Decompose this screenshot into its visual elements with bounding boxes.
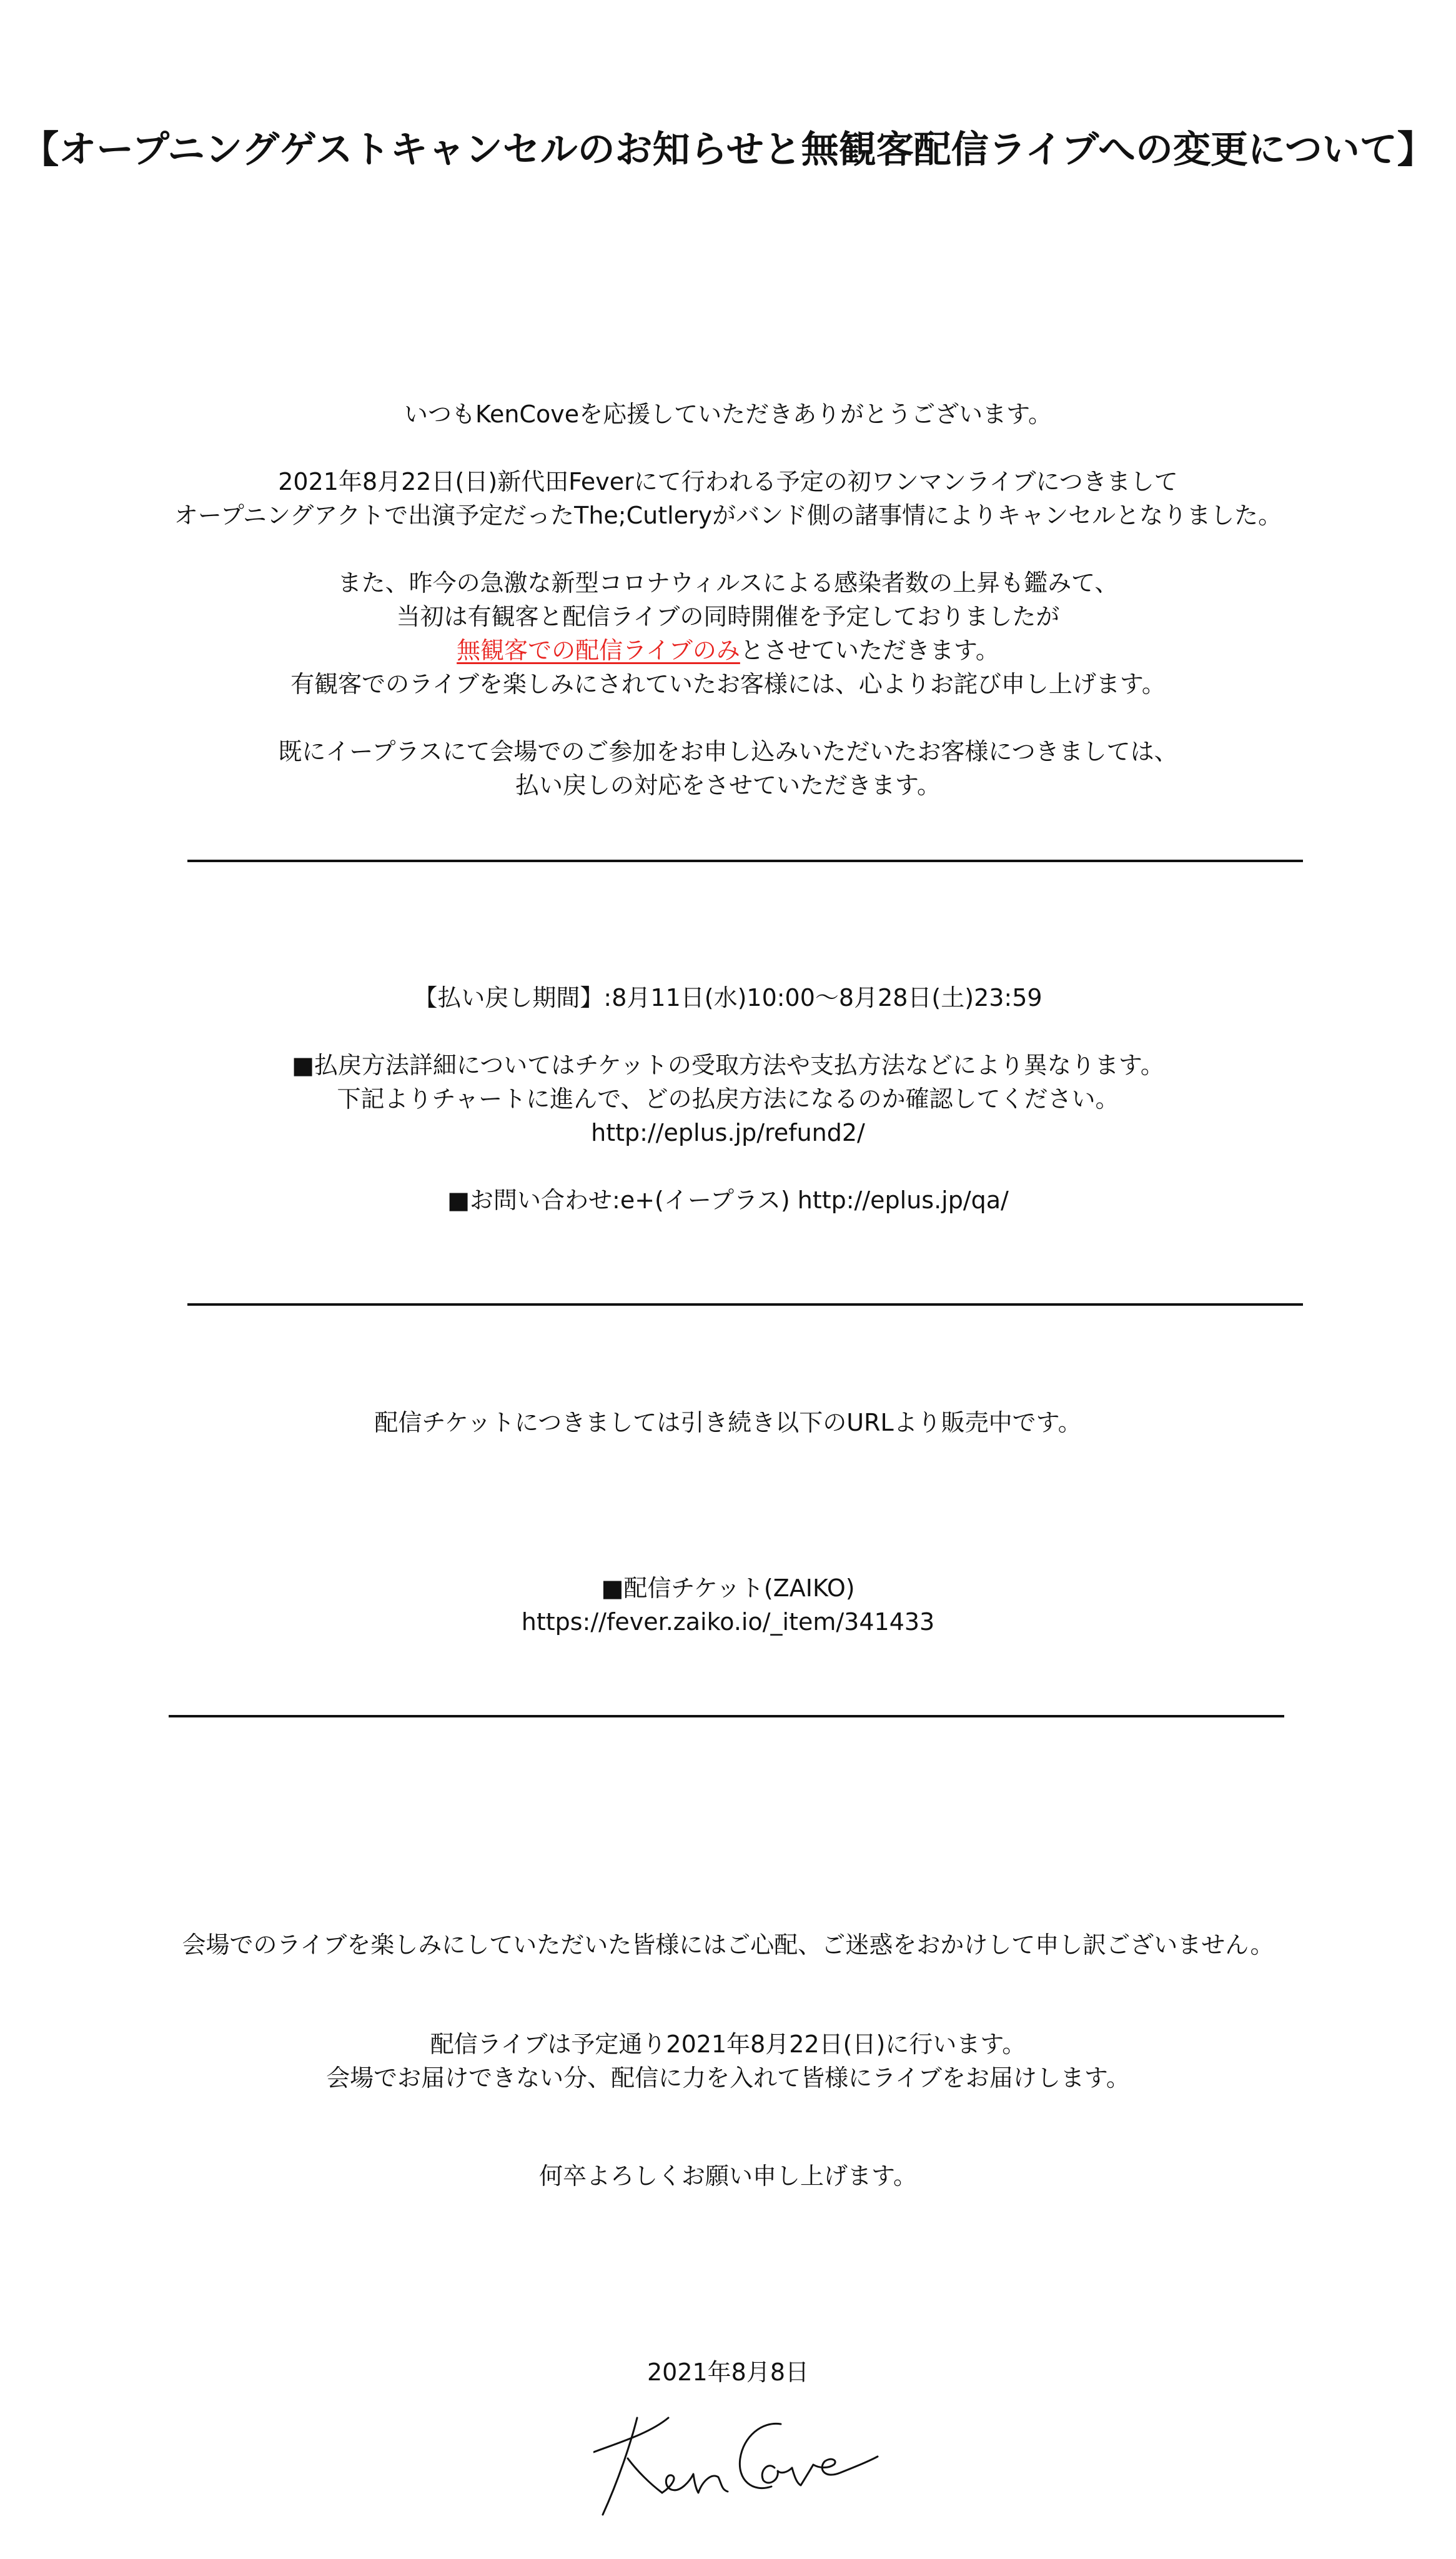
refund-method-1: ■払戻方法詳細についてはチケットの受取方法や支払方法などにより異なります。 xyxy=(292,1051,1164,1079)
date-section xyxy=(0,2355,1456,2389)
cancel-text-2: オープニングアクトで出演予定だったThe;Cutleryがバンド側の諸事情によりキャンセルとなりました。 xyxy=(174,502,1282,529)
covid-text-3 xyxy=(0,634,1456,667)
signature-stroke-k1 xyxy=(603,2418,637,2515)
page-title: 【オープニングゲストキャンセルのお知らせと無観客配信ライブへの変更について】 xyxy=(21,128,1435,172)
refund-url-link[interactable]: http://eplus.jp/refund2/ xyxy=(591,1119,865,1146)
covid-text-4: 有観客でのライブを楽しみにされていたお客様には、心よりお詫び申し上げます。 xyxy=(290,670,1166,698)
signature-stroke-ove xyxy=(762,2457,878,2485)
greeting-text: いつもKenCoveを応援していただきありがとうございます。 xyxy=(404,400,1052,428)
signature-stroke-k2 xyxy=(593,2418,668,2452)
covid-text-3-rest: とさせていただきます。 xyxy=(740,637,999,664)
ticket-url-link[interactable]: https://fever.zaiko.io/_item/341433 xyxy=(521,1608,935,1636)
contact-text[interactable]: ■お問い合わせ:e+(イープラス) http://eplus.jp/qa/ xyxy=(447,1186,1009,1214)
date-text: 2021年8月8日 xyxy=(646,2358,810,2386)
streaming-notice: 配信チケットにつきましては引き続き以下のURLより販売中です。 xyxy=(374,1409,1082,1436)
apology-section xyxy=(0,1928,1456,1962)
signature-image xyxy=(593,2399,881,2524)
regards-section xyxy=(0,2159,1456,2193)
streaming-notice-section xyxy=(0,1406,1456,1439)
divider-2 xyxy=(187,1303,1303,1306)
intro-section xyxy=(0,397,1456,802)
regards-text: 何卒よろしくお願い申し上げます。 xyxy=(539,2162,917,2190)
refund-period: 【払い戻し期間】:8月11日(水)10:00〜8月28日(土)23:59 xyxy=(414,984,1042,1011)
schedule-text-1: 配信ライブは予定通り2021年8月22日(日)に行います。 xyxy=(430,2030,1026,2058)
refund-section xyxy=(0,981,1456,1217)
cancel-text-1: 2021年8月22日(日)新代田Feverにて行われる予定の初ワンマンライブにつきまして xyxy=(278,468,1178,495)
covid-text-1: また、昨今の急激な新型コロナウィルスによる感染者数の上昇も鑑みて、 xyxy=(337,569,1119,597)
schedule-section xyxy=(0,2027,1456,2095)
signature-stroke-c xyxy=(740,2423,781,2488)
streaming-ticket-section xyxy=(0,1571,1456,1639)
refund-text-1: 既にイープラスにて会場でのご参加をお申し込みいただいたお客様につきましては、 xyxy=(278,738,1178,765)
signature-stroke-en xyxy=(662,2474,728,2493)
divider-1 xyxy=(187,860,1303,862)
apology-text: 会場でのライブを楽しみにしていただいた皆様にはご心配、ご迷惑をおかけして申し訳ございません。 xyxy=(182,1931,1274,1959)
signature-stroke-k3 xyxy=(628,2458,662,2493)
refund-method-2: 下記よりチャートに進んで、どの払戻方法になるのか確認してください。 xyxy=(337,1085,1119,1113)
schedule-text-2: 会場でお届けできない分、配信に力を入れて皆様にライブをお届けします。 xyxy=(326,2064,1130,2092)
refund-text-2: 払い戻しの対応をさせていただきます。 xyxy=(515,772,941,799)
divider-3 xyxy=(169,1715,1284,1717)
ticket-label: ■配信チケット(ZAIKO) xyxy=(601,1574,855,1602)
covid-text-2: 当初は有観客と配信ライブの同時開催を予定しておりましたが xyxy=(396,603,1060,630)
streaming-only-highlight: 無観客での配信ライブのみ xyxy=(457,637,740,664)
